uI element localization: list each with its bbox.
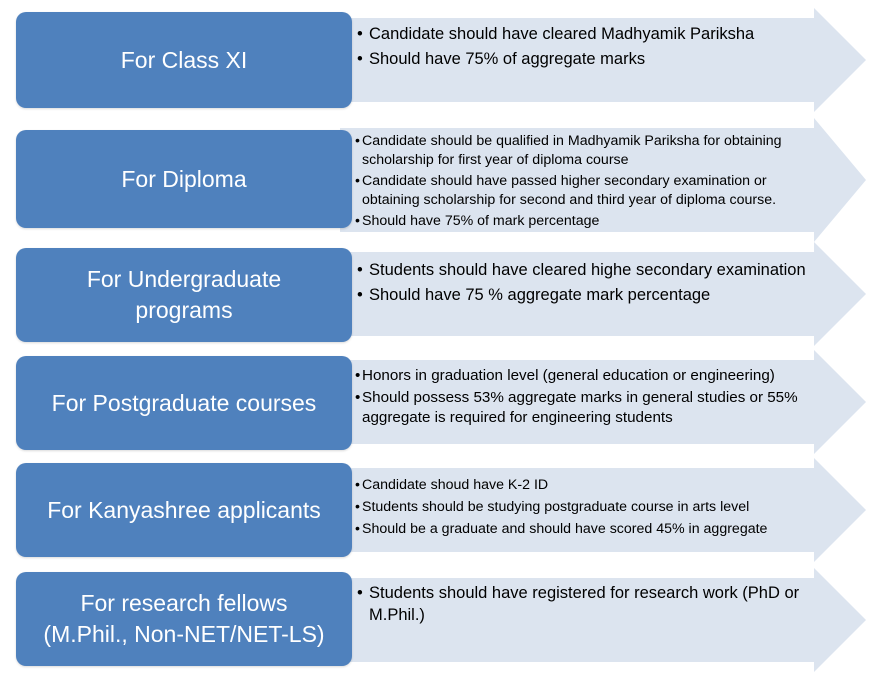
undergraduate-box xyxy=(16,248,352,342)
postgraduate-box xyxy=(16,356,352,450)
criteria-item: • Should have 75 % aggregate mark percentage xyxy=(356,284,826,306)
undergraduate-title-line2: programs xyxy=(135,297,233,323)
postgraduate-criteria xyxy=(356,366,826,430)
criteria-item: • Candidate should have cleared Madhyamik Pariksha xyxy=(356,23,826,45)
diploma-criteria xyxy=(356,132,826,233)
row-undergraduate xyxy=(0,242,877,346)
criteria-item: • Should be a graduate and should have scored 45% in aggregate xyxy=(356,519,826,539)
criteria-item: • Candidate should have passed higher secondary examination or obtaining scholarship for second and third year of diploma course. xyxy=(356,172,826,210)
criteria-item: • Honors in graduation level (general education or engineering) xyxy=(356,366,826,386)
diploma-box xyxy=(16,130,352,228)
criteria-item: • Students should have registered for research work (PhD or M.Phil.) xyxy=(356,582,826,626)
diploma-title: For Diploma xyxy=(121,165,247,192)
row-kanyashree xyxy=(0,458,877,562)
criteria-item: • Candidate should be qualified in Madhyamik Pariksha for obtaining scholarship for first year of diploma course xyxy=(356,132,826,170)
research-fellows-title-line1: For research fellows xyxy=(80,590,288,616)
class-xi-criteria xyxy=(356,23,826,73)
undergraduate-title-line1: For Undergraduate xyxy=(86,266,282,292)
criteria-item: • Students should have cleared highe secondary examination xyxy=(356,259,826,281)
research-fellows-title-line2: (M.Phil., Non-NET/NET-LS) xyxy=(43,621,325,647)
research-fellows-criteria xyxy=(356,582,826,629)
kanyashree-criteria xyxy=(356,475,826,541)
criteria-item: • Candidate shoud have K-2 ID xyxy=(356,475,826,495)
kanyashree-title: For Kanyashree applicants xyxy=(47,496,321,523)
criteria-item: • Students should be studying postgraduate course in arts level xyxy=(356,497,826,517)
kanyashree-box xyxy=(16,463,352,557)
research-fellows-box xyxy=(16,572,352,666)
undergraduate-criteria xyxy=(356,259,826,309)
row-class-xi xyxy=(0,8,877,112)
row-research-fellows xyxy=(0,568,877,672)
postgraduate-title: For Postgraduate courses xyxy=(51,389,317,416)
class-xi-box xyxy=(16,12,352,108)
criteria-item: • Should have 75% of aggregate marks xyxy=(356,48,826,70)
class-xi-title: For Class XI xyxy=(120,46,248,73)
criteria-item: • Should have 75% of mark percentage xyxy=(356,212,826,231)
row-postgraduate xyxy=(0,350,877,454)
row-diploma xyxy=(0,118,877,242)
criteria-item: • Should possess 53% aggregate marks in general studies or 55% aggregate is required for engineering students xyxy=(356,388,826,428)
